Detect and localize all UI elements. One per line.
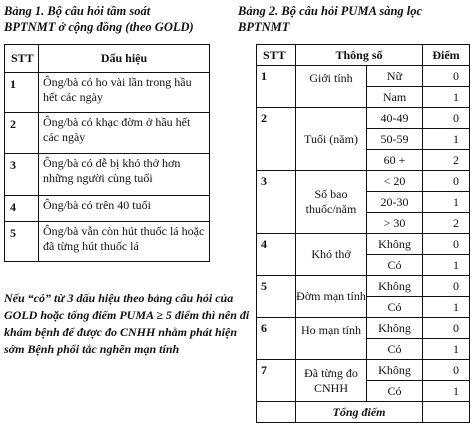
option-label: < 20 (367, 171, 423, 192)
row-sign: Ông/bà vẫn còn hút thuốc lá hoặc đã từng hút thuốc lá (39, 222, 210, 262)
table-row (5, 73, 210, 113)
table-row (257, 318, 470, 339)
item-stt: 1 (257, 66, 296, 108)
item-param: Khó thở (296, 234, 367, 276)
item-stt: 4 (257, 234, 296, 276)
table-row (257, 360, 470, 381)
table1-caption (4, 3, 214, 35)
option-label: Có (367, 297, 423, 318)
gold-screening-table (4, 44, 210, 262)
option-score: 1 (423, 255, 470, 276)
option-score: 1 (423, 381, 470, 402)
item-param: Số bao thuốc/năm (296, 171, 367, 234)
table2-header-stt: STT (257, 45, 296, 66)
option-label: Không (367, 360, 423, 381)
option-label: 40-49 (367, 108, 423, 129)
option-label: 20-30 (367, 192, 423, 213)
row-stt: 3 (5, 154, 39, 196)
item-stt: 2 (257, 108, 296, 171)
item-stt: 3 (257, 171, 296, 234)
table2-caption-line2: BPTNMT (238, 20, 290, 34)
option-score: 0 (423, 171, 470, 192)
row-sign: Ông/bà có dễ bị khó thở hơn những người cùng tuổi (39, 154, 210, 196)
item-stt: 6 (257, 318, 296, 360)
total-label: Tổng điểm (296, 402, 423, 423)
table-row (5, 154, 210, 196)
option-score: 0 (423, 108, 470, 129)
table2-caption-line1: Bảng 2. Bộ câu hỏi PUMA sàng lọc (238, 4, 423, 18)
table1-header-sign: Dấu hiệu (39, 45, 210, 73)
item-param: Tuổi (năm) (296, 108, 367, 171)
table2-caption (238, 3, 470, 35)
option-label: Có (367, 339, 423, 360)
table-row (257, 402, 470, 423)
item-stt: 5 (257, 276, 296, 318)
table-row (257, 276, 470, 297)
option-score: 2 (423, 150, 470, 171)
option-label: Không (367, 234, 423, 255)
row-stt: 2 (5, 113, 39, 154)
option-score: 0 (423, 234, 470, 255)
table1-caption-line1: Bảng 1. Bộ câu hỏi tầm soát (4, 4, 151, 18)
option-score: 1 (423, 297, 470, 318)
option-score: 0 (423, 360, 470, 381)
option-score: 0 (423, 276, 470, 297)
row-sign: Ông/bà có trên 40 tuổi (39, 196, 210, 222)
option-label: Không (367, 318, 423, 339)
row-sign: Ông/bà có khạc đờm ở hầu hết các ngày (39, 113, 210, 154)
table-row (5, 196, 210, 222)
item-param: Đã từng đo CNHH (296, 360, 367, 402)
option-label: Nữ (367, 66, 423, 87)
row-stt: 1 (5, 73, 39, 113)
table-row (5, 222, 210, 262)
table1-caption-line2: BPTNMT ở cộng đồng (theo GOLD) (4, 20, 194, 34)
item-param: Đờm mạn tính (296, 276, 367, 318)
table-row (257, 171, 470, 192)
option-score: 1 (423, 129, 470, 150)
option-label: Có (367, 255, 423, 276)
option-label: Nam (367, 87, 423, 108)
option-label: 60 + (367, 150, 423, 171)
option-label: 50-59 (367, 129, 423, 150)
option-score: 1 (423, 87, 470, 108)
table1-header-stt: STT (5, 45, 39, 73)
table-row (257, 234, 470, 255)
option-label: Có (367, 381, 423, 402)
option-label: Không (367, 276, 423, 297)
option-score: 1 (423, 339, 470, 360)
puma-screening-table (256, 44, 470, 423)
option-score: 2 (423, 213, 470, 234)
table-row (257, 108, 470, 129)
row-sign: Ông/bà có ho vài lần trong hầu hết các ngày (39, 73, 210, 113)
item-param: Giới tính (296, 66, 367, 108)
option-label: > 30 (367, 213, 423, 234)
row-stt: 5 (5, 222, 39, 262)
option-score: 0 (423, 318, 470, 339)
item-param: Ho mạn tính (296, 318, 367, 360)
table2-header-param: Thông số (296, 45, 423, 66)
table-row (257, 66, 470, 87)
screening-note: Nếu “có” từ 3 dấu hiệu theo bảng câu hỏi của GOLD hoặc tổng điểm PUMA ≥ 5 điểm thì nên đi khám bệnh để được đo CNHH nhằm phát hiện sớm Bệnh phổi tắc nghẽn mạn tính (4, 291, 250, 356)
option-score: 1 (423, 192, 470, 213)
table2-header-score: Điểm (423, 45, 470, 66)
option-score: 0 (423, 66, 470, 87)
item-stt: 7 (257, 360, 296, 402)
table-row (5, 113, 210, 154)
row-stt: 4 (5, 196, 39, 222)
